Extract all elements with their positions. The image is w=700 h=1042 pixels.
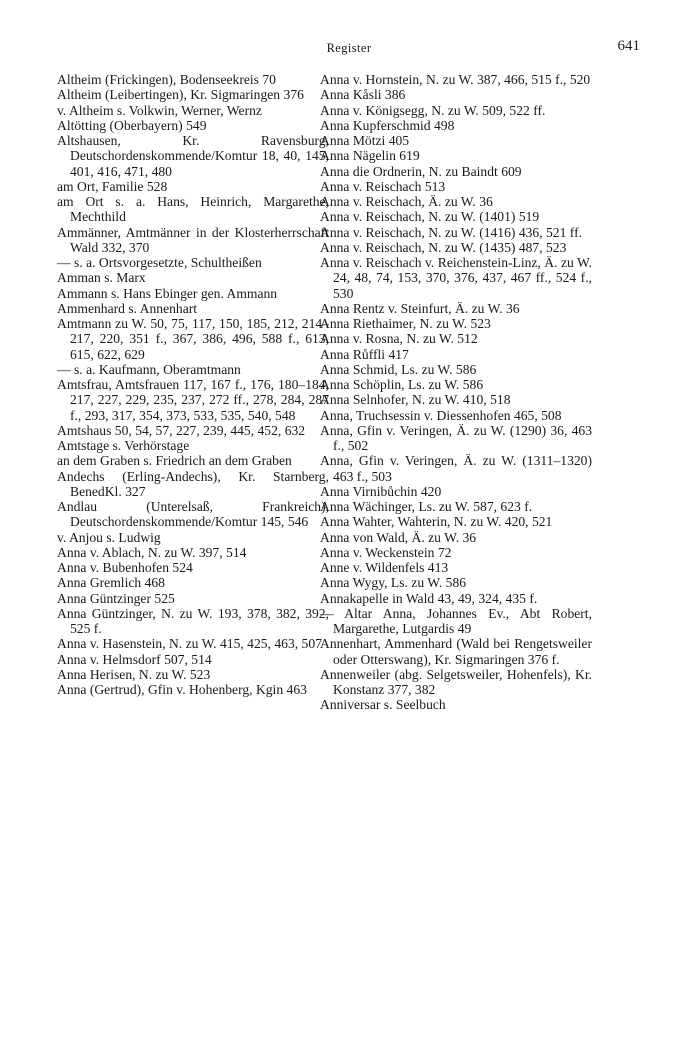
index-entry: Annenhart, Ammenhard (Wald bei Rengetsweiler oder Otterswang), Kr. Sigmaringen 376 f. (320, 636, 592, 667)
index-entry: Anna Riethaimer, N. zu W. 523 (320, 316, 491, 331)
index-entry: Amtstage s. Verhörstage (57, 438, 190, 453)
index-entry: v. Altheim s. Volkwin, Werner, Wernz (57, 102, 262, 118)
index-entry: Altheim (Leibertingen), Kr. Sigmaringen 376 (57, 87, 304, 103)
index-entry: Anna Wächinger, Ls. zu W. 587, 623 f. (320, 499, 533, 514)
index-entry: Anna Mötzi 405 (320, 133, 410, 148)
index-entry: Amman s. Marx (57, 270, 146, 286)
index-entry: Anna (Gertrud), Gfin v. Hohenberg, Kgin 463 (57, 682, 307, 697)
running-title: Register (326, 41, 372, 55)
index-entry: Anna v. Reischach, N. zu W. (1401) 519 (320, 209, 540, 225)
index-entry: Andlau (Unterelsaß, Frankreich), Deutschordenskommende/Komtur 145, 546 (57, 499, 329, 530)
index-entry: Altötting (Oberbayern) 549 (57, 117, 207, 133)
index-entry: Anna Wahter, Wahterin, N. zu W. 420, 521 (320, 514, 553, 530)
index-entry: Anna v. Hasenstein, N. zu W. 415, 425, 463, 507 (57, 636, 322, 652)
index-entry: Anna Gremlich 468 (57, 575, 165, 591)
index-entry: Anna die Ordnerin, N. zu Baindt 609 (320, 163, 522, 179)
index-subentry: — s. a. Ortsvorgesetzte, Schultheißen (57, 255, 262, 270)
index-entry: Anna v. Reischach 513 (320, 178, 446, 194)
index-entry: Annenweiler (abg. Selgetsweiler, Hohenfels), Kr. Konstanz 377, 382 (320, 666, 592, 697)
index-entry: Amtshaus 50, 54, 57, 227, 239, 445, 452, 632 (57, 422, 306, 438)
index-subentry: — s. a. Kaufmann, Oberamtmann (57, 361, 241, 377)
index-subentry: — Altar Anna, Johannes Ev., Abt Robert, Margarethe, Lutgardis 49 (320, 605, 592, 636)
index-entry: Altshausen, Kr. Ravensburg, Deutschordenskommende/Komtur 18, 40, 145, 401, 416, 471, 480 (57, 133, 329, 179)
index-entry: an dem Graben s. Friedrich an dem Graben (57, 453, 292, 469)
index-entry: Anna v. Reischach v. Reichenstein-Linz, Ä. zu W. 24, 48, 74, 153, 370, 376, 437, 467 ff., 524 f., 530 (320, 255, 592, 301)
index-entry: Anna Růffli 417 (320, 346, 409, 362)
index-entry: Anna v. Weckenstein 72 (320, 544, 452, 560)
index-entry: Ammänner, Amtmänner in der Klosterherrschaft Wald 332, 370 (57, 224, 329, 255)
index-entry: Amtmann zu W. 50, 75, 117, 150, 185, 212, 214–217, 220, 351 f., 367, 386, 496, 588 f., 613, 615, 622, 629 (57, 316, 329, 362)
index-entry: Anna Schöplin, Ls. zu W. 586 (320, 377, 484, 392)
index-entry: Anne v. Wildenfels 413 (320, 560, 449, 575)
index-entry: Anna v. Bubenhofen 524 (57, 560, 193, 575)
index-entry: Anna von Wald, Ä. zu W. 36 (320, 529, 477, 545)
index-entry: am Ort s. a. Hans, Heinrich, Margarethe, Mechthild (57, 194, 329, 225)
index-column-left (57, 72, 329, 697)
index-entry: Altheim (Frickingen), Bodenseekreis 70 (57, 72, 276, 87)
index-entry: Anna v. Helmsdorf 507, 514 (57, 651, 212, 667)
index-entry: Anna, Truchsessin v. Diessenhofen 465, 508 (320, 407, 562, 423)
index-entry: Anniversar s. Seelbuch (320, 697, 446, 713)
index-entry: Anna Virnibůchin 420 (320, 483, 442, 499)
index-entry: Anna Kåsli 386 (320, 87, 406, 103)
index-entry: Anna Selnhofer, N. zu W. 410, 518 (320, 392, 511, 408)
index-entry: Anna, Gfin v. Veringen, Ä. zu W. (1290) 36, 463 f., 502 (320, 422, 592, 453)
index-entry: Annakapelle in Wald 43, 49, 324, 435 f. (320, 590, 538, 606)
index-entry: v. Anjou s. Ludwig (57, 529, 161, 545)
index-entry: Anna Güntzinger, N. zu W. 193, 378, 382, 392, 525 f. (57, 605, 329, 636)
page-header (58, 38, 640, 58)
index-entry: am Ort, Familie 528 (57, 178, 168, 194)
index-entry: Amtsfrau, Amtsfrauen 117, 167 f., 176, 180–184, 217, 227, 229, 235, 237, 272 ff., 278, 284, 287 f., 293, 317, 354, 373, 533, 535, 540, 548 (57, 377, 329, 423)
page-number: 641 (617, 38, 640, 54)
index-entry: Anna v. Reischach, Ä. zu W. 36 (320, 194, 493, 209)
index-entry: Anna v. Hornstein, N. zu W. 387, 466, 515 f., 520 (320, 72, 591, 87)
index-entry: Anna, Gfin v. Veringen, Ä. zu W. (1311–1320) 463 f., 503 (320, 453, 592, 484)
index-entry: Andechs (Erling-Andechs), Kr. Starnberg, BenedKl. 327 (57, 468, 329, 499)
index-entry: Ammenhard s. Annenhart (57, 300, 198, 316)
index-entry: Anna Nägelin 619 (320, 148, 420, 164)
index-entry: Anna Wygy, Ls. zu W. 586 (320, 575, 467, 591)
index-entry: Anna v. Rosna, N. zu W. 512 (320, 331, 478, 347)
index-entry: Anna Schmid, Ls. zu W. 586 (320, 361, 477, 377)
index-entry: Anna v. Reischach, N. zu W. (1435) 487, 523 (320, 239, 567, 255)
index-entry: Anna Herisen, N. zu W. 523 (57, 666, 211, 682)
index-entry: Ammann s. Hans Ebinger gen. Ammann (57, 285, 278, 301)
index-column-right (320, 72, 592, 713)
index-entry: Anna Rentz v. Steinfurt, Ä. zu W. 36 (320, 300, 520, 316)
index-entry: Anna Kupferschmid 498 (320, 117, 455, 133)
index-entry: Anna v. Reischach, N. zu W. (1416) 436, 521 ff. (320, 224, 583, 240)
index-entry: Anna Güntzinger 525 (57, 590, 175, 606)
index-entry: Anna v. Königsegg, N. zu W. 509, 522 ff. (320, 102, 546, 118)
index-entry: Anna v. Ablach, N. zu W. 397, 514 (57, 544, 247, 560)
